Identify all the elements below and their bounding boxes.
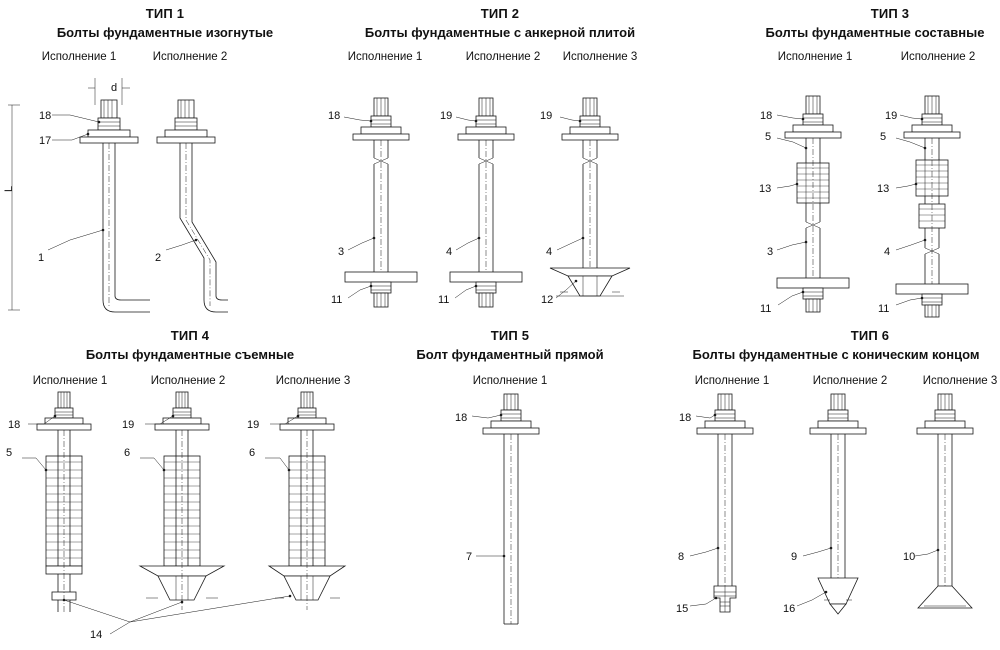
type5-exec1-figure — [472, 394, 539, 624]
type2-part-18: 18 — [328, 110, 341, 122]
type5-part-7: 7 — [466, 551, 473, 563]
type4-part-18: 18 — [8, 419, 21, 431]
type6-part-9: 9 — [791, 551, 798, 563]
type6-execution-3: Исполнение 3 — [922, 375, 998, 387]
type3-part-13-b: 13 — [877, 183, 890, 195]
type4-execution-2: Исполнение 2 — [150, 375, 226, 387]
type4-type-label: ТИП 4 — [170, 328, 210, 343]
type6-execution-1: Исполнение 1 — [694, 375, 770, 387]
type6-type-label: ТИП 6 — [850, 328, 890, 343]
type1-type-label: ТИП 1 — [145, 6, 185, 21]
type4-part-19-a: 19 — [122, 419, 135, 431]
type6-part-10: 10 — [903, 551, 916, 563]
type3-part-5-a: 5 — [765, 131, 772, 143]
type2-exec3-figure — [550, 98, 630, 298]
type6-name: Болты фундаментные с коническим концом — [692, 347, 980, 362]
type4-exec2-figure — [140, 392, 224, 610]
type2-part-11-b: 11 — [438, 294, 450, 306]
type6-part-15: 15 — [676, 603, 689, 615]
type1-name: Болты фундаментные изогнутые — [56, 25, 274, 40]
type3-name: Болты фундаментные составные — [765, 25, 985, 40]
type3-part-18: 18 — [760, 110, 773, 122]
type1-dim-d: d — [111, 82, 118, 94]
type6-part-8: 8 — [678, 551, 685, 563]
type5-part-18: 18 — [455, 412, 468, 424]
type3-part-3: 3 — [767, 246, 774, 258]
type6-execution-2: Исполнение 2 — [812, 375, 888, 387]
type2-part-4-a: 4 — [446, 246, 453, 258]
type2-execution-1: Исполнение 1 — [347, 51, 423, 63]
type1-execution-1: Исполнение 1 — [41, 51, 117, 63]
type2-part-4-b: 4 — [546, 246, 553, 258]
type6-exec2-figure — [797, 394, 866, 614]
type3-part-11-b: 11 — [878, 303, 890, 315]
type4-exec1-figure — [22, 392, 91, 612]
type1-exec2-figure — [157, 100, 228, 312]
type2-part-3: 3 — [338, 246, 345, 258]
type5-type-label: ТИП 5 — [490, 328, 530, 343]
type4-part-5: 5 — [6, 447, 13, 459]
type1-part-1: 1 — [38, 252, 45, 264]
type1-part-18: 18 — [39, 110, 52, 122]
type3-exec1-figure — [777, 96, 849, 312]
type1-exec1-figure — [8, 78, 150, 312]
type5-name: Болт фундаментный прямой — [416, 347, 604, 362]
type3-part-5-b: 5 — [880, 131, 887, 143]
type4-part-6-a: 6 — [124, 447, 131, 459]
type4-part-19-b: 19 — [247, 419, 260, 431]
type6-part-18: 18 — [679, 412, 692, 424]
type2-exec1-figure — [344, 98, 417, 307]
type4-name: Болты фундаментные съемные — [85, 347, 295, 362]
type6-part-16: 16 — [783, 603, 796, 615]
type2-part-11-a: 11 — [331, 294, 343, 306]
type2-part-19-b: 19 — [540, 110, 553, 122]
type3-part-11-a: 11 — [760, 303, 772, 315]
type3-part-4: 4 — [884, 246, 891, 258]
type3-exec2-figure — [896, 96, 968, 317]
type6-exec3-figure — [915, 394, 973, 610]
type2-name: Болты фундаментные с анкерной плитой — [364, 25, 636, 40]
type2-execution-3: Исполнение 3 — [562, 51, 638, 63]
type1-execution-2: Исполнение 2 — [152, 51, 228, 63]
type4-execution-1: Исполнение 1 — [32, 375, 108, 387]
type5-execution-1: Исполнение 1 — [472, 375, 548, 387]
type3-type-label: ТИП 3 — [870, 6, 910, 21]
type6-exec1-figure — [690, 394, 753, 612]
type4-part-14: 14 — [90, 629, 103, 641]
type3-part-13-a: 13 — [759, 183, 772, 195]
type1-dim-L: L — [3, 185, 15, 192]
type3-execution-1: Исполнение 1 — [777, 51, 853, 63]
type4-exec3-figure — [265, 392, 345, 610]
type4-part-6-b: 6 — [249, 447, 256, 459]
type3-execution-2: Исполнение 2 — [900, 51, 976, 63]
type1-part-2: 2 — [155, 252, 162, 264]
type2-execution-2: Исполнение 2 — [465, 51, 541, 63]
type2-part-19-a: 19 — [440, 110, 453, 122]
type4-execution-3: Исполнение 3 — [275, 375, 351, 387]
type2-exec2-figure — [450, 98, 522, 307]
type2-part-12: 12 — [541, 294, 554, 306]
type3-part-19: 19 — [885, 110, 898, 122]
type1-part-17: 17 — [39, 135, 52, 147]
type2-type-label: ТИП 2 — [480, 6, 520, 21]
